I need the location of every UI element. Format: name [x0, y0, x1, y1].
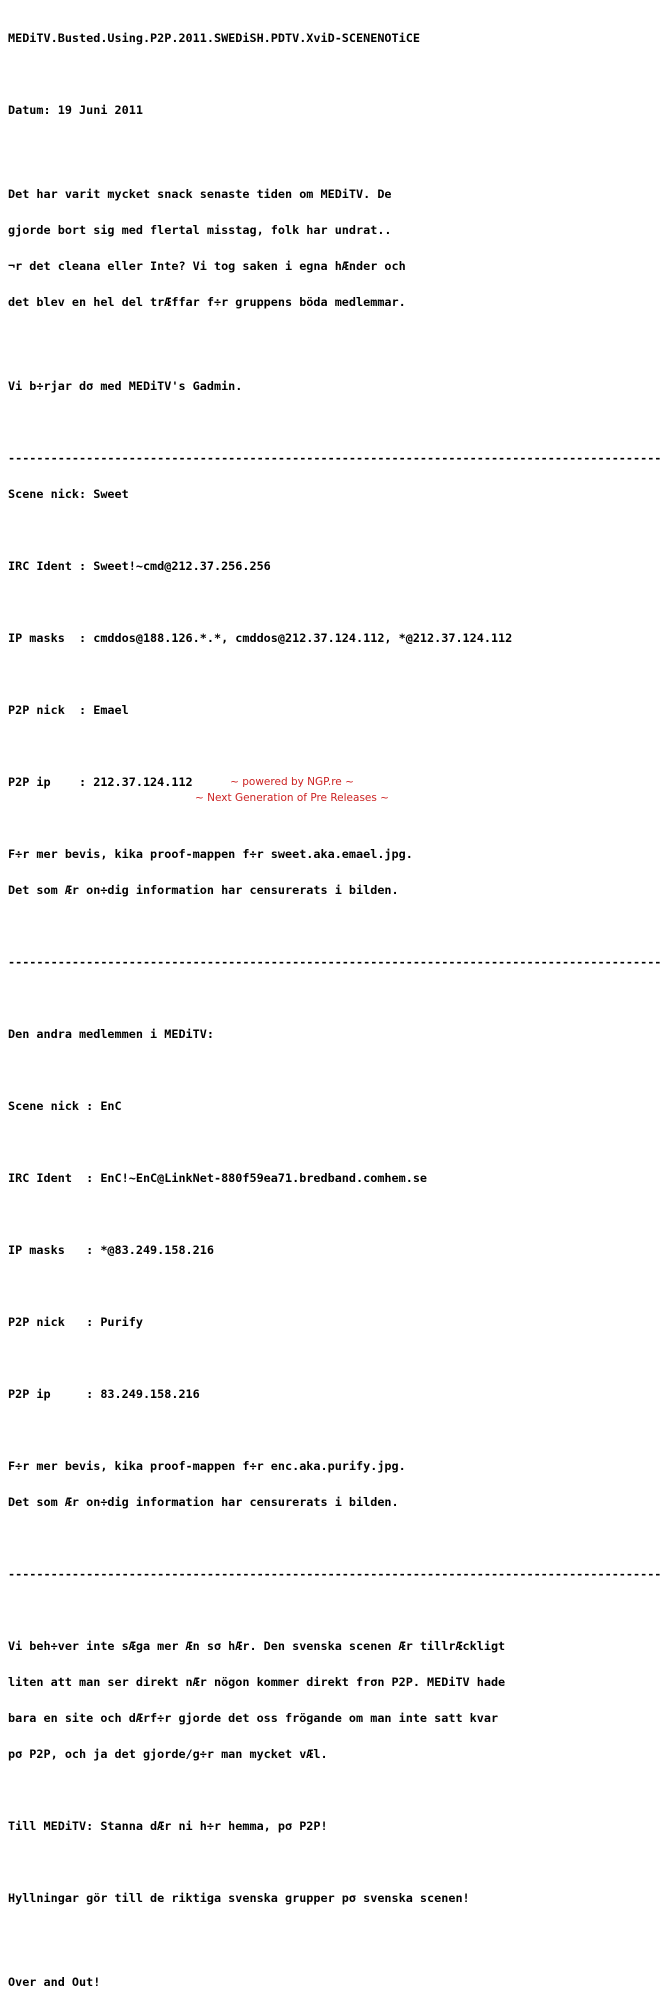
closing-line: pσ P2P, och ja det gjorde/g÷r man mycket vÆl.: [8, 1747, 328, 1761]
second-member-heading: Den andra medlemmen i MEDiTV:: [8, 1027, 214, 1041]
intro-line: det blev en hel del trÆffar f÷r gruppens böda medlemmar.: [8, 295, 406, 309]
member2-proof-line: Det som Ær on÷dig information har censurerats i bilden.: [8, 1495, 399, 1509]
intro-line: gjorde bort sig med flertal misstag, folk har undrat..: [8, 223, 392, 237]
member1-ip-masks: IP masks : cmddos@188.126.*.*, cmddos@212.37.124.112, *@212.37.124.112: [8, 631, 513, 645]
member1-p2p-ip: P2P ip : 212.37.124.112: [8, 775, 193, 789]
divider: [8, 452, 580, 464]
member2-p2p-nick: P2P nick : Purify: [8, 1315, 143, 1329]
release-title: MEDiTV.Busted.Using.P2P.2011.SWEDiSH.PDTV.XviD-SCENENOTiCE: [8, 31, 420, 45]
divider: [8, 1568, 580, 1580]
greetings-line: Hyllningar gör till de riktiga svenska grupper pσ svenska scenen!: [8, 1891, 470, 1905]
closing-line: liten att man ser direkt nÆr nögon kommer direkt frσn P2P. MEDiTV hade: [8, 1675, 506, 1689]
date-line: Datum: 19 Juni 2011: [8, 103, 143, 117]
start-line: Vi b÷rjar dσ med MEDiTV's Gadmin.: [8, 379, 243, 393]
intro-line: Det har varit mycket snack senaste tiden om MEDiTV. De: [8, 187, 392, 201]
nfo-text-block: [8, 8, 580, 2000]
member2-irc-ident: IRC Ident : EnC!~EnC@LinkNet-880f59ea71.bredband.comhem.se: [8, 1171, 428, 1185]
closing-line: Vi beh÷ver inte sÆga mer Æn sσ hÆr. Den svenska scenen Ær tillrÆckligt: [8, 1639, 506, 1653]
member2-proof-line: F÷r mer bevis, kika proof-mappen f÷r enc.aka.purify.jpg.: [8, 1459, 406, 1473]
member1-irc-ident: IRC Ident : Sweet!~cmd@212.37.256.256: [8, 559, 271, 573]
divider: [8, 956, 580, 968]
signoff-line: Over and Out!: [8, 1975, 101, 1989]
footer-tagline: ~ Next Generation of Pre Releases ~: [195, 792, 389, 804]
member2-ip-masks: IP masks : *@83.249.158.216: [8, 1243, 214, 1257]
member1-p2p-nick: P2P nick : Emael: [8, 703, 129, 717]
member1-proof-line: F÷r mer bevis, kika proof-mappen f÷r sweet.aka.emael.jpg.: [8, 847, 413, 861]
footer-powered-by: ~ powered by NGP.re ~: [230, 776, 354, 788]
member1-scene-nick: Scene nick: Sweet: [8, 487, 129, 501]
member2-scene-nick: Scene nick : EnC: [8, 1099, 122, 1113]
member2-p2p-ip: P2P ip : 83.249.158.216: [8, 1387, 200, 1401]
till-meditv-line: Till MEDiTV: Stanna dÆr ni h÷r hemma, pσ P2P!: [8, 1819, 328, 1833]
member1-proof-line: Det som Ær on÷dig information har censurerats i bilden.: [8, 883, 399, 897]
closing-line: bara en site och dÆrf÷r gjorde det oss frögande om man inte satt kvar: [8, 1711, 499, 1725]
intro-line: ¬r det cleana eller Inte? Vi tog saken i egna hÆnder och: [8, 259, 406, 273]
